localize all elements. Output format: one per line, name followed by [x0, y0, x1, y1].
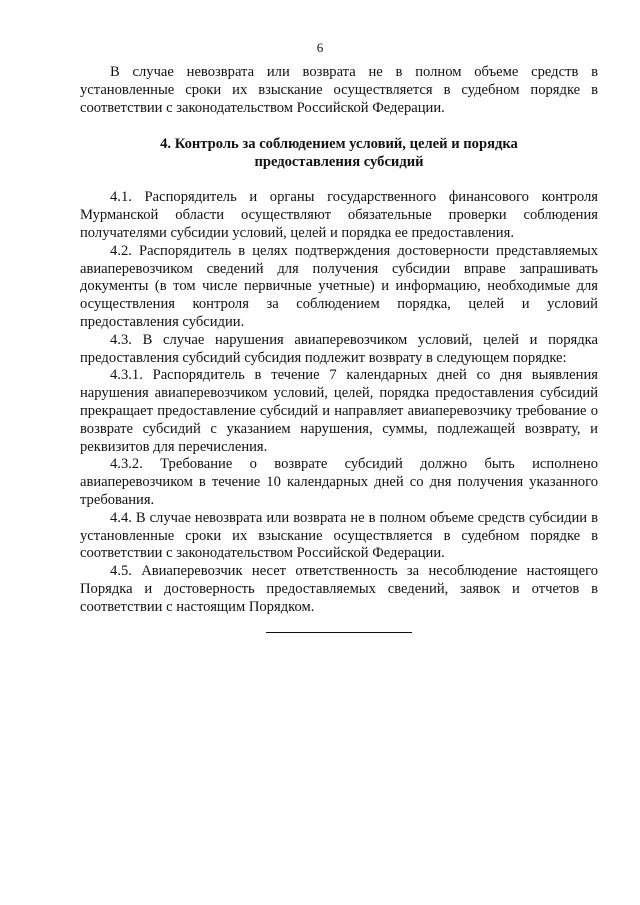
paragraph-4-3-1: 4.3.1. Распорядитель в течение 7 календарных дней со дня выявления нарушения авиаперевозчиком условий, целей, порядка предоставления субсидий прекращает предоставление субсидий и направляет авиаперевозчику требование о возврате субсидий с указанием нарушения, суммы, подлежащей возврату, и реквизитов для перечисления. [80, 367, 598, 455]
page-number: 6 [316, 40, 324, 55]
paragraph-4-2: 4.2. Распорядитель в целях подтверждения достоверности представляемых авиаперевозчиком сведений для получения субсидии вправе запрашивать документы (в том числе первичные учетные) и информацию, необходимые для осуществления контроля за соблюдением порядка, целей и условий предоставления субсидии. [80, 242, 598, 330]
end-divider-line [266, 632, 412, 633]
section-heading [80, 135, 598, 171]
paragraph-4-3-2: 4.3.2. Требование о возврате субсидий должно быть исполнено авиаперевозчиком в течение 10 календарных дней со дня получения указанного требования. [80, 456, 598, 508]
section-heading-line-2: предоставления субсидий [254, 154, 424, 171]
paragraph-4-1: 4.1. Распорядитель и органы государственного финансового контроля Мурманской области осуществляют обязательные проверки соблюдения получателями субсидии условий, целей и порядка ее предоставления. [80, 189, 598, 241]
paragraph-4-3: 4.3. В случае нарушения авиаперевозчиком условий, целей и порядка предоставления субсидий субсидия подлежит возврату в следующем порядке: [80, 331, 598, 366]
section-heading-line-1: 4. Контроль за соблюдением условий, целей и порядка [160, 136, 518, 153]
document-body [80, 64, 598, 617]
paragraph-4-5: 4.5. Авиаперевозчик несет ответственность за несоблюдение настоящего Порядка и достоверность предоставляемых сведений, заявок и отчетов в соответствии с настоящим Порядком. [80, 563, 598, 615]
paragraph-4-4: 4.4. В случае невозврата или возврата не в полном объеме средств субсидии в установленные сроки их взыскание осуществляется в судебном порядке в соответствии с законодательством Российской Федерации. [80, 509, 598, 562]
intro-paragraph: В случае невозврата или возврата не в полном объеме средств в установленные сроки их взыскание осуществляется в судебном порядке в соответствии с законодательством Российской Федерации. [80, 64, 598, 116]
